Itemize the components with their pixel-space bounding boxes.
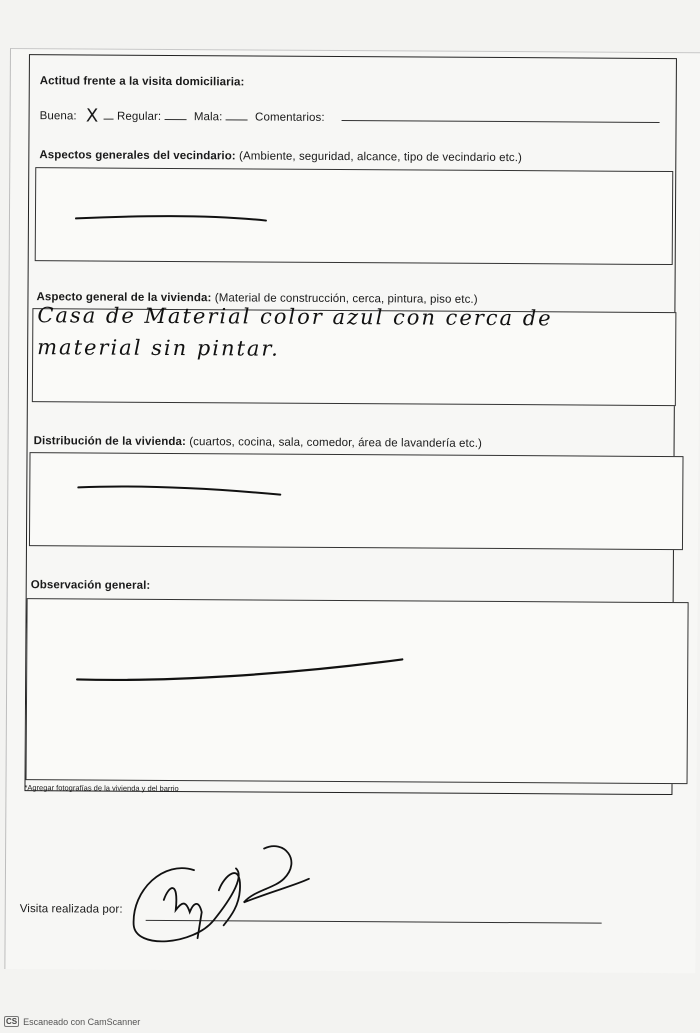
distribution-heading: [34, 435, 482, 450]
buena-label: Buena:: [39, 110, 77, 123]
distribution-strike-line: [30, 453, 683, 549]
distribution-title: Distribución de la vivienda:: [33, 435, 186, 449]
attitude-options: [40, 103, 325, 126]
distribution-box[interactable]: [29, 452, 684, 550]
photo-footnote: *Agregar fotografías de la vivienda y del barrio: [24, 783, 179, 794]
observation-box[interactable]: [26, 598, 689, 784]
housing-handwriting-line2: material sin pintar.: [37, 335, 280, 361]
form-frame: [24, 54, 676, 795]
housing-box[interactable]: [32, 303, 677, 406]
attitude-title: Actitud frente a la visita domiciliaria:: [39, 75, 245, 89]
camscanner-text: Escaneado con CamScanner: [23, 1016, 141, 1027]
neighborhood-strike-line: [36, 168, 673, 264]
mala-label: Mala:: [193, 111, 223, 124]
buena-mark[interactable]: X: [85, 105, 99, 127]
distribution-hint: (cuartos, cocina, sala, comedor, área de lavandería etc.): [189, 436, 482, 450]
neighborhood-title: Aspectos generales del vecindario:: [39, 149, 236, 163]
comentarios-label: Comentarios:: [255, 111, 325, 124]
observation-strike-line: [27, 599, 688, 783]
neighborhood-hint: (Ambiente, seguridad, alcance, tipo de vecindario etc.): [239, 150, 523, 165]
camscanner-watermark: [4, 1016, 140, 1027]
housing-handwriting-line1: Casa de Material color azul con cerca de: [37, 303, 553, 331]
comentarios-field[interactable]: [342, 120, 660, 123]
regular-blank[interactable]: [165, 119, 187, 120]
neighborhood-box[interactable]: [35, 167, 674, 265]
regular-label: Regular:: [116, 110, 162, 123]
form-sheet: [4, 48, 700, 973]
observation-heading: [31, 579, 151, 592]
signature-drawing: [123, 830, 324, 951]
neighborhood-heading: [39, 149, 522, 164]
visit-label: Visita realizada por:: [19, 903, 123, 916]
housing-hint: (Material de construcción, cerca, pintura, piso etc.): [214, 292, 478, 306]
mala-blank[interactable]: [226, 119, 248, 120]
observation-title: Observación general:: [30, 579, 151, 592]
housing-title: Aspecto general de la vivienda:: [36, 291, 212, 305]
camscanner-logo: CS: [6, 1017, 18, 1026]
